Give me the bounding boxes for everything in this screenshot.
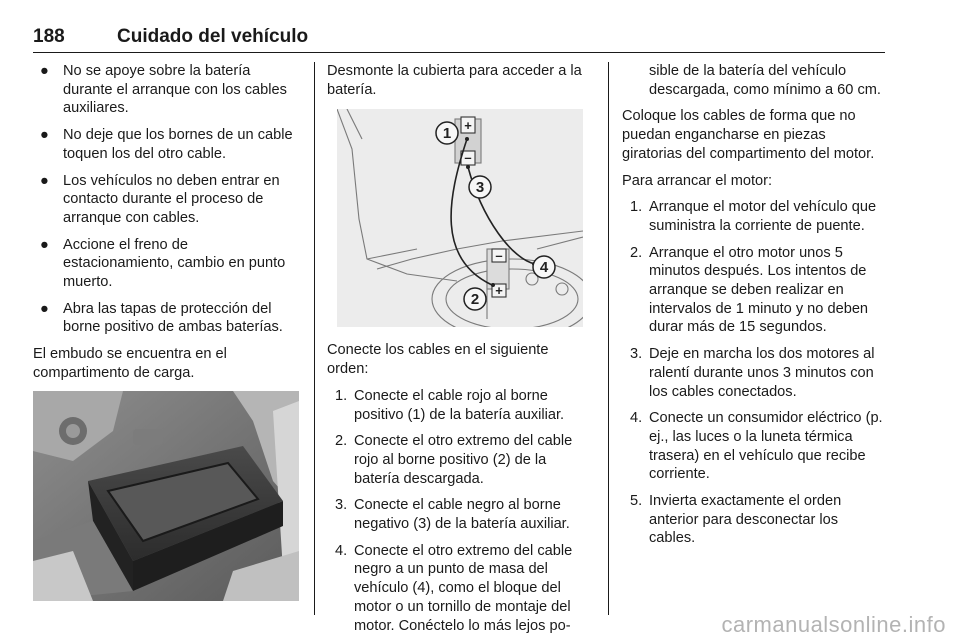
label-2: 2	[470, 291, 480, 309]
funnel-note: El embudo se encuentra en el compartimento de carga.	[33, 346, 227, 381]
page-header	[33, 26, 885, 53]
column-divider-left	[314, 62, 315, 615]
list-item: ● Los vehículos no deben entrar en contacto durante el proceso de arranque con cables.	[40, 172, 280, 226]
jump-start-diagram	[337, 109, 583, 327]
list-item-continuation: sible de la batería del vehículo descargada, como mínimo a 60 cm.	[649, 63, 881, 98]
column-left	[33, 62, 301, 601]
label-3: 3	[475, 179, 485, 197]
connection-steps	[327, 387, 593, 635]
connect-intro: Conecte los cables en el siguiente orden:	[327, 342, 549, 378]
continued-step	[622, 62, 888, 99]
column-middle	[327, 62, 593, 643]
plus-sign-auxiliary: +	[464, 118, 472, 134]
list-item: 2. Conecte el otro extremo del cable rojo al borne positivo (2) de la batería descargada.	[335, 433, 573, 487]
minus-sign-auxiliary: –	[464, 150, 472, 166]
list-item: 5. Invierta exactamente el orden anterior para desconectar los cables.	[630, 493, 842, 547]
cargo-compartment-photo	[33, 391, 299, 601]
list-item: 3. Deje en marcha los dos motores al ralentí durante unos 3 minutos con los cables conectados.	[630, 346, 875, 400]
label-4: 4	[539, 259, 549, 277]
list-item: ● Abra las tapas de protección del borne positivo de ambas baterías.	[40, 300, 283, 336]
list-item: ● No se apoye sobre la batería durante el arranque con los cables auxiliares.	[40, 63, 287, 117]
list-item: 3. Conecte el cable negro al borne negativo (3) de la batería auxiliar.	[335, 497, 570, 533]
page-number: 188	[33, 26, 65, 47]
minus-sign-discharged: –	[495, 248, 503, 264]
start-intro: Para arrancar el motor:	[622, 172, 773, 189]
precautions-list	[33, 62, 301, 337]
cables-note: Coloque los cables de forma que no puedan engancharse en piezas giratorias del compartimento del motor.	[622, 108, 875, 162]
list-item: 2. Arranque el otro motor unos 5 minutos después. Los intentos de arranque se deben realizar en intervalos de 1 minuto y no deben durar más de 15 segundos.	[630, 244, 869, 336]
start-steps	[622, 198, 888, 548]
column-divider-right	[608, 62, 609, 615]
page-title: Cuidado del vehículo	[117, 26, 309, 47]
list-item: 4. Conecte el otro extremo del cable negro a un punto de masa del vehículo (4), como el bloque del motor o un tornillo de montaje del motor. Conéctelo lo más lejos po-	[335, 542, 573, 634]
plus-sign-discharged: +	[495, 283, 503, 299]
column-right	[622, 62, 888, 556]
watermark: carmanualsonline.info	[721, 612, 946, 637]
list-item: 1. Conecte el cable rojo al borne positivo (1) de la batería auxiliar.	[335, 387, 565, 423]
list-item: ● Accione el freno de estacionamiento, cambio en punto muerto.	[40, 236, 286, 291]
list-item: ● No deje que los bornes de un cable toquen los del otro cable.	[40, 127, 293, 162]
list-item: 1. Arranque el motor del vehículo que suministra la corriente de puente.	[630, 199, 877, 234]
list-item: 4. Conecte un consumidor eléctrico (p. ej., las luces o la luneta térmica trasera) en el vehículo que recibe corriente.	[630, 410, 883, 483]
label-1: 1	[442, 125, 452, 143]
remove-cover-text: Desmonte la cubierta para acceder a la batería.	[327, 63, 582, 98]
